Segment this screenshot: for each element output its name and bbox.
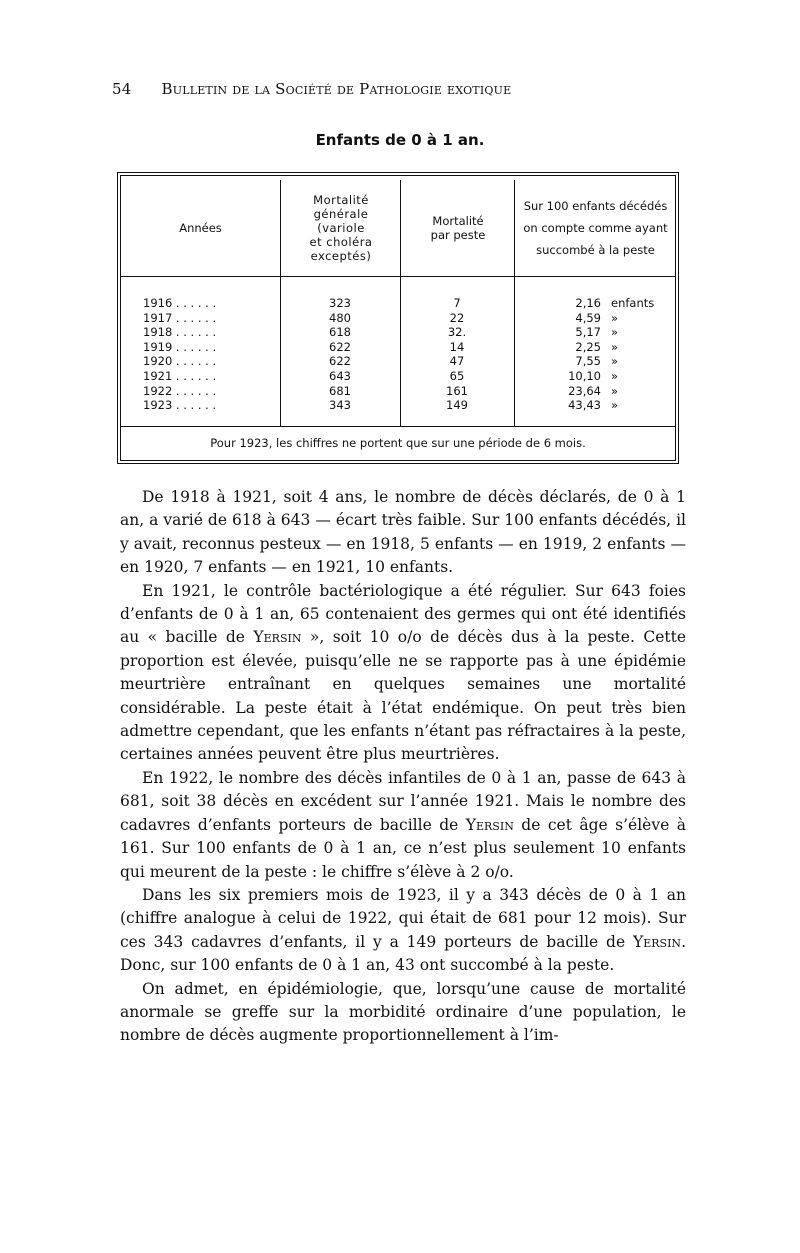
row-mortalite-peste: 161 xyxy=(446,383,468,398)
paragraph-5: On admet, en épidémiologie, que, lorsqu’une cause de mortalité anormale se greffe sur la morbidité ordinaire d’une population, le nombre de décès augmente proportionnellement à l’im- xyxy=(120,979,686,1045)
row-unit: » xyxy=(611,368,619,383)
table-row xyxy=(121,311,675,326)
table-title: Enfants de 0 à 1 an. xyxy=(315,131,485,149)
table-row xyxy=(121,384,675,399)
row-ratio: 4,59 xyxy=(575,310,601,325)
row-year: 1916 . . . . . . xyxy=(143,296,217,310)
row-mortalite-generale: 480 xyxy=(329,310,351,325)
row-unit: » xyxy=(611,383,619,398)
paragraph-1: De 1918 à 1921, soit 4 ans, le nombre de décès déclarés, de 0 à 1 an, a varié de 618 à 643 — écart très faible. Sur 100 enfants décédés, il y avait, reconnus pesteux — en 1918, 5 enfants — en 1919, 2 enfants — en 1920, 7 enfants — en 1921, 10 enfants. xyxy=(120,488,686,577)
row-mortalite-generale: 643 xyxy=(329,368,351,383)
mortality-table xyxy=(117,172,679,464)
table-row xyxy=(121,369,675,384)
row-mortalite-peste: 32. xyxy=(447,325,467,340)
row-unit: » xyxy=(611,325,619,340)
row-mortalite-generale: 622 xyxy=(329,339,351,354)
paragraph-3: En 1922, le nombre des décès infantiles de 0 à 1 an, passe de 643 à 681, soit 38 décès en excédent sur l’année 1921. Mais le nombre des cadavres d’enfants porteurs de bacille de Yersin de cet âge s’élève à 161. Sur 100 enfants de 0 à 1 an, ce n’est plus seulement 10 enfants qui meurent de la peste : le chiffre s’élève à 2 o/o. xyxy=(120,768,686,881)
row-mortalite-generale: 323 xyxy=(329,296,351,310)
row-year: 1918 . . . . . . xyxy=(143,325,217,340)
row-ratio: 2,25 xyxy=(575,339,601,354)
row-year: 1923 . . . . . . xyxy=(143,398,217,413)
row-mortalite-generale: 343 xyxy=(329,398,351,413)
row-mortalite-peste: 149 xyxy=(446,398,468,413)
header-mortalite-generale: Mortalité générale (variole et choléra exceptés) xyxy=(280,180,401,276)
table-row xyxy=(121,296,675,311)
header-mortalite-peste: Mortalité par peste xyxy=(400,180,515,276)
row-mortalite-peste: 65 xyxy=(449,368,465,383)
author-name-yersin: Yersin xyxy=(253,628,302,647)
row-unit: enfants xyxy=(611,296,655,310)
row-mortalite-peste: 22 xyxy=(449,310,465,325)
row-mortalite-generale: 618 xyxy=(329,325,351,340)
row-ratio: 23,64 xyxy=(568,383,601,398)
paragraph-2: En 1921, le contrôle bactériologique a été régulier. Sur 643 foies d’enfants de 0 à 1 an, 65 contenaient des germes qui ont été identifiés au « bacille de Yersin », soit 10 o/o de décès dus à la peste. Cette proportion est élevée, puisqu’elle ne se rapporte pas à une épidémie meurtrière entraînant en quelques semaines une mortalité considérable. La peste était à l’état endémique. On peut très bien admettre cependant, que les enfants n’étant pas réfractaires à la peste, certaines années peuvent être plus meurtrières. xyxy=(120,581,686,764)
row-year: 1920 . . . . . . xyxy=(143,354,217,369)
row-year: 1917 . . . . . . xyxy=(143,310,217,325)
body-text xyxy=(120,486,686,1048)
row-year: 1919 . . . . . . xyxy=(143,339,217,354)
row-ratio: 7,55 xyxy=(575,354,601,369)
row-unit: » xyxy=(611,398,619,413)
author-name-yersin: Yersin xyxy=(633,932,682,951)
row-mortalite-generale: 681 xyxy=(329,383,351,398)
row-unit: » xyxy=(611,339,619,354)
page-number: 54 xyxy=(112,80,132,98)
row-year: 1921 . . . . . . xyxy=(143,368,217,383)
table-row xyxy=(121,398,675,413)
row-mortalite-peste: 47 xyxy=(449,354,465,369)
row-year: 1922 . . . . . . xyxy=(143,383,217,398)
table-rows xyxy=(121,296,675,413)
row-mortalite-peste: 7 xyxy=(453,296,461,310)
row-unit: » xyxy=(611,354,619,369)
journal-title: Bulletin de la Société de Pathologie exotique xyxy=(161,80,512,98)
table-header-row xyxy=(121,180,675,277)
table-footnote: Pour 1923, les chiffres ne portent que sur une période de 6 mois. xyxy=(210,436,586,450)
table-row xyxy=(121,340,675,355)
row-mortalite-generale: 622 xyxy=(329,354,351,369)
header-annees: Années xyxy=(179,221,222,235)
table-body xyxy=(121,276,675,427)
header-sur-100-enfants: Sur 100 enfants décédés on compte comme ayant succombé à la peste xyxy=(514,180,676,276)
table-row xyxy=(121,325,675,340)
table-row xyxy=(121,354,675,369)
row-mortalite-peste: 14 xyxy=(449,339,465,354)
row-ratio: 10,10 xyxy=(568,368,601,383)
row-ratio: 5,17 xyxy=(575,325,601,340)
row-ratio: 2,16 xyxy=(575,296,601,310)
row-ratio: 43,43 xyxy=(568,398,601,413)
row-unit: » xyxy=(611,310,619,325)
running-head xyxy=(112,80,692,98)
author-name-yersin: Yersin xyxy=(465,815,514,834)
paragraph-4: Dans les six premiers mois de 1923, il y a 343 décès de 0 à 1 an (chiffre analogue à celui de 1922, qui était de 681 pour 12 mois). Sur ces 343 cadavres d’enfants, il y a 149 porteurs de bacille de Yersin. Donc, sur 100 enfants de 0 à 1 an, 43 ont succombé à la peste. xyxy=(120,885,686,975)
